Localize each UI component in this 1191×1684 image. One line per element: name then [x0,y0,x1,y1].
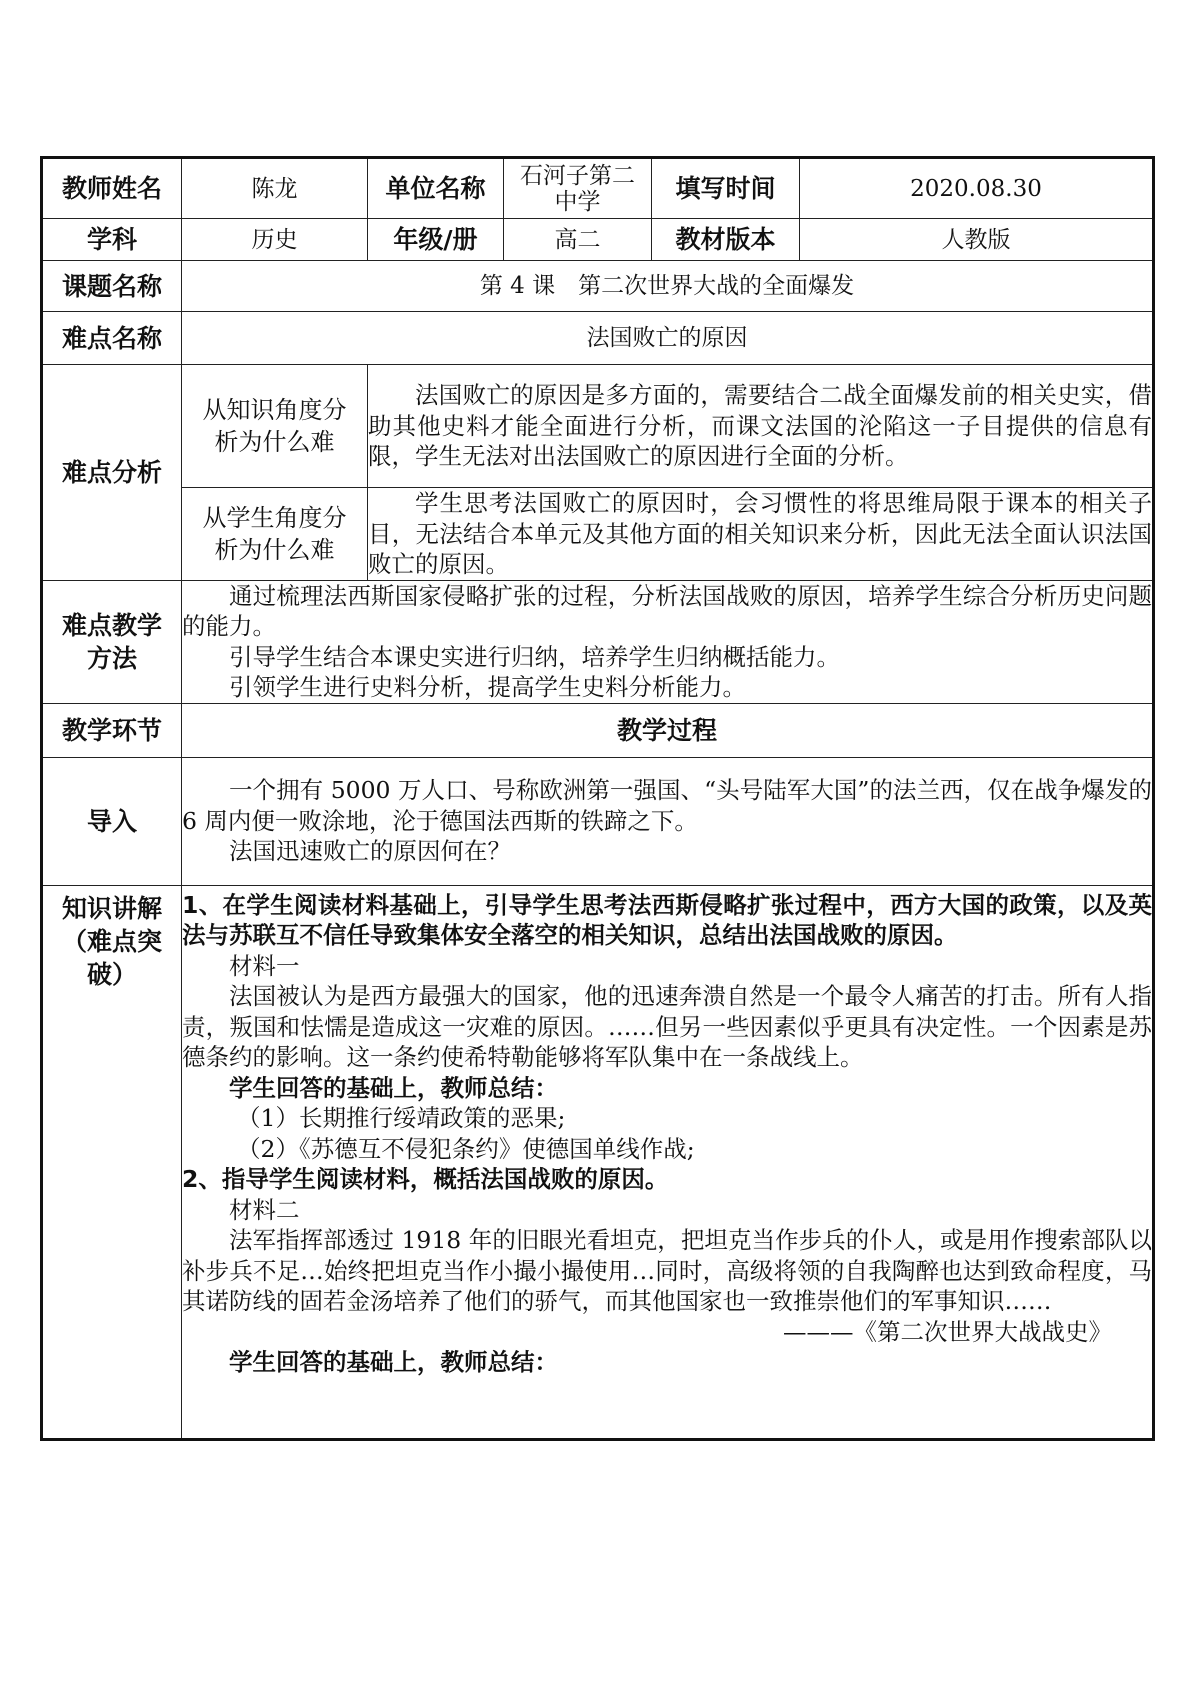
knowledge-label: 知识讲解（难点突破） [42,885,182,1439]
intro-line: 一个拥有 5000 万人口、号称欧洲第一强国、“头号陆军大国”的法兰西，仅在战争爆发的 6 周内便一败涂地，沦于德国法西斯的铁蹄之下。 [182,776,1152,835]
subject-label: 学科 [42,219,182,261]
header-row-2 [42,219,1154,261]
summary-1: 学生回答的基础上，教师总结： [229,1073,558,1102]
grade-value: 高二 [504,219,652,261]
student-angle-text: 学生思考法国败亡的原因时，会习惯性的将思维局限于课本的相关子目，无法结合本单元及其他方面的相关知识来分析，因此无法全面认识法国败亡的原因。 [368,489,1152,578]
topic-value: 第 4 课 第二次世界大战的全面爆发 [182,261,1154,312]
difficulty-label: 难点名称 [42,312,182,365]
analysis-row-student [42,488,1154,581]
method-label: 难点教学方法 [42,580,182,703]
step-2: 2、指导学生阅读材料，概括法国战败的原因。 [182,1165,669,1193]
grade-label: 年级/册 [368,219,504,261]
method-text [182,580,1154,703]
point-1: （1）长期推行绥靖政策的恶果; [237,1104,566,1132]
intro-line: 法国迅速败亡的原因何在？ [229,837,511,866]
date-label: 填写时间 [652,158,800,219]
intro-row [42,757,1154,885]
student-angle-label: 从学生角度分析为什么难 [182,488,368,581]
difficulty-value: 法国败亡的原因 [182,312,1154,365]
method-line: 通过梳理法西斯国家侵略扩张的过程，分析法国战败的原因，培养学生综合分析历史问题的能力。 [182,581,1152,640]
difficulty-row [42,312,1154,365]
intro-label: 导入 [42,757,182,885]
header-row-1 [42,158,1154,219]
subject-value: 历史 [182,219,368,261]
edition-label: 教材版本 [652,219,800,261]
material-2-text: 法军指挥部透过 1918 年的旧眼光看坦克，把坦克当作步兵的仆人，或是用作搜索部队以补步兵不足…始终把坦克当作小撮小撮使用…同时，高级将领的自我陶醉也达到致命程度，马其诺防线的固若金汤培养了他们的骄气，而其他国家也一致推崇他们的军事知识…… [182,1226,1152,1315]
knowledge-angle-label: 从知识角度分析为什么难 [182,365,368,488]
step-1: 1、在学生阅读材料基础上，引导学生思考法西斯侵略扩张过程中，西方大国的政策，以及英法与苏联互不信任导致集体安全落空的相关知识，总结出法国战败的原因。 [182,890,1152,949]
material-1-title: 材料一 [229,951,300,980]
knowledge-row [42,885,1154,1439]
edition-value: 人教版 [800,219,1154,261]
analysis-row-knowledge [42,365,1154,488]
process-stage-label: 教学环节 [42,703,182,757]
knowledge-angle-text: 法国败亡的原因是多方面的，需要结合二战全面爆发前的相关史实，借助其他史料才能全面进行分析，而课文法国的沦陷这一子目提供的信息有限，学生无法对出法国败亡的原因进行全面的分析。 [368,365,1154,488]
unit-label: 单位名称 [368,158,504,219]
teacher-label: 教师姓名 [42,158,182,219]
analysis-label: 难点分析 [42,365,182,581]
topic-row [42,261,1154,312]
teacher-value: 陈龙 [182,158,368,219]
material-2-source: ———《第二次世界大战战史》 [783,1317,1112,1346]
point-2: （2）《苏德互不侵犯条约》使德国单线作战; [237,1134,695,1163]
method-line: 引领学生进行史料分析，提高学生史料分析能力。 [229,673,746,701]
process-header-row [42,703,1154,757]
material-1-text: 法国被认为是西方最强大的国家，他的迅速奔溃自然是一个最令人痛苦的打击。所有人指责，叛国和怯懦是造成这一灾难的原因。……但另一些因素似乎更具有决定性。一个因素是苏德条约的影响。这一条约使希特勒能够将军队集中在一条战线上。 [182,982,1152,1071]
date-value: 2020.08.30 [800,158,1154,219]
knowledge-text [182,885,1154,1439]
lesson-plan-table [40,156,1155,1441]
topic-label: 课题名称 [42,261,182,312]
summary-2: 学生回答的基础上，教师总结： [229,1348,558,1376]
material-2-title: 材料二 [229,1195,300,1224]
intro-text [182,757,1154,885]
process-content-label: 教学过程 [182,703,1154,757]
unit-value: 石河子第二中学 [504,158,652,219]
method-line: 引导学生结合本课史实进行归纳，培养学生归纳概括能力。 [229,642,840,671]
method-row [42,580,1154,703]
